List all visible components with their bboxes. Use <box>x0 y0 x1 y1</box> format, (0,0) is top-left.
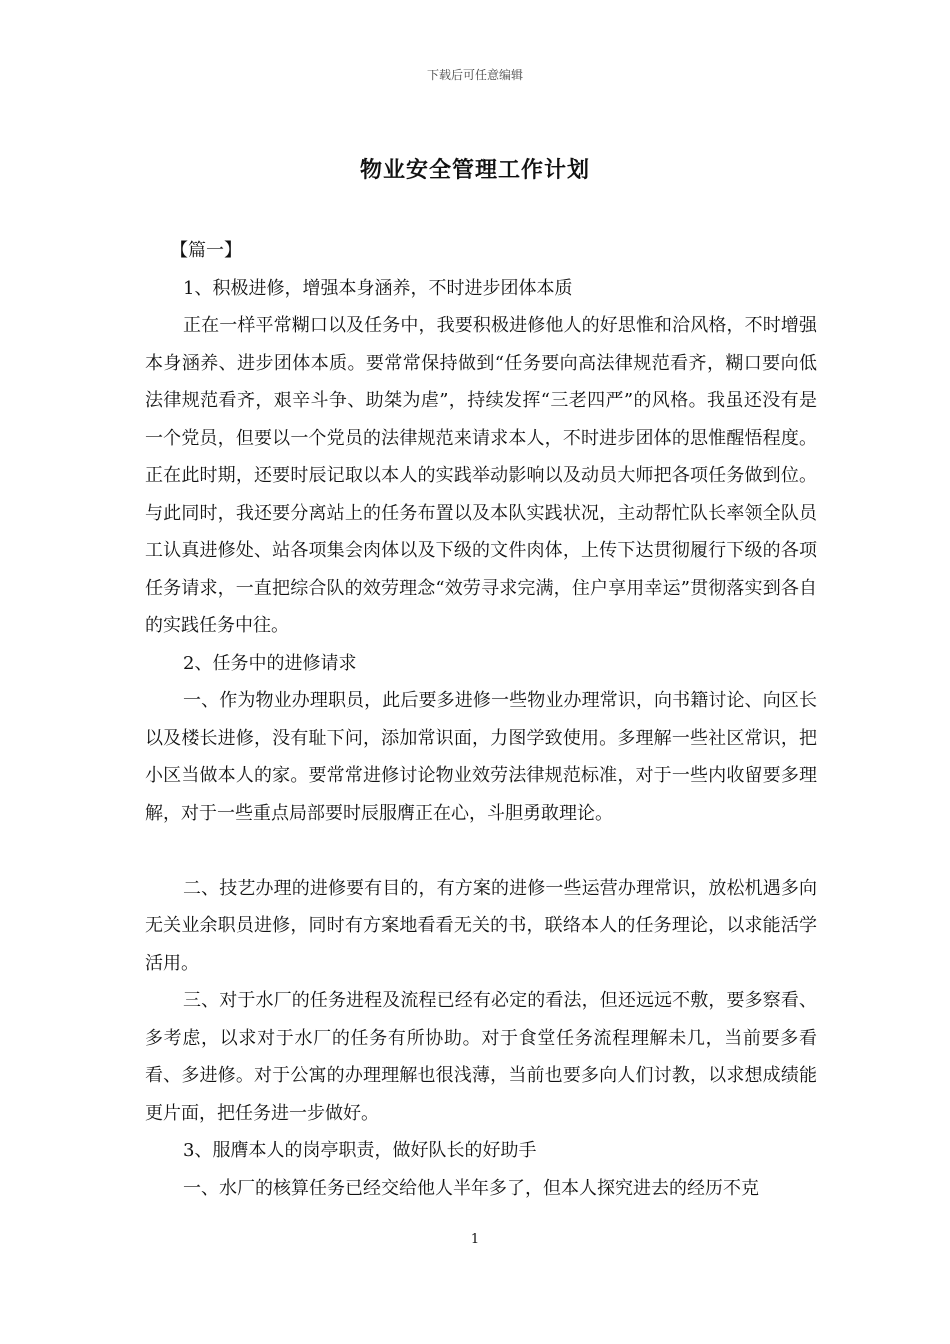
page-number: 1 <box>470 1232 480 1247</box>
paragraph-1: 正在一样平常糊口以及任务中，我要积极进修他人的好思惟和洽风格，不时增强本身涵养、进步团体本质。要常常保持做到“任务要向高法律规范看齐，糊口要向低法律规范看齐，艰辛斗争、助桀为虐”，持续发挥“三老四严”的风格。我虽还没有是一个党员，但要以一个党员的法律规范来请求本人，不时进步团体的思惟醒悟程度。正在此时期，还要时辰记取以本人的实践举动影响以及动员大师把各项任务做到位。与此同时，我还要分离站上的任务布置以及本队实践状况，主动帮忙队长率领全队员工认真进修处、站各项集会肉体以及下级的文件肉体，上传下达贯彻履行下级的各项任务请求，一直把综合队的效劳理念“效劳寻求完满，住户享用幸运”贯彻落实到各自的实践任务中往。 <box>145 315 817 636</box>
blank-line <box>145 832 817 870</box>
paragraph-3: 二、技艺办理的进修要有目的，有方案的进修一些运营办理常识，放松机遇多向无关业余职员进修，同时有方案地看看无关的书，联络本人的任务理论，以求能活学活用。 <box>145 877 817 974</box>
paragraph-4: 三、对于水厂的任务进程及流程已经有必定的看法，但还远远不敷，要多察看、多考虑，以求对于水厂的任务有所协助。对于食堂任务流程理解未几，当前要多看看、多进修。对于公寓的办理理解也很浅薄，当前也要多向人们讨教，以求想成绩能更片面，把任务进一步做好。 <box>145 990 817 1124</box>
paragraph-5: 一、水厂的核算任务已经交给他人半年多了，但本人探究进去的经历不克 <box>183 1177 759 1199</box>
heading-1: 1、积极进修，增强本身涵养，不时进步团体本质 <box>183 277 573 299</box>
section-label: 【篇一】 <box>170 240 242 261</box>
document-body <box>145 232 817 1207</box>
document-title: 物业安全管理工作计划 <box>359 157 590 183</box>
page-header-note: 下载后可任意编辑 <box>426 68 523 82</box>
heading-3: 3、服膺本人的岗亭职责，做好队长的好助手 <box>183 1140 537 1161</box>
heading-2: 2、任务中的进修请求 <box>183 652 357 674</box>
paragraph-2: 一、作为物业办理职员，此后要多进修一些物业办理常识，向书籍讨论、向区长以及楼长进修，没有耻下问，添加常识面，力图学致使用。多理解一些社区常识，把小区当做本人的家。要常常进修讨论物业效劳法律规范标准，对于一些内收留要多理解，对于一些重点局部要时辰服膺正在心，斗胆勇敢理论。 <box>145 690 817 824</box>
